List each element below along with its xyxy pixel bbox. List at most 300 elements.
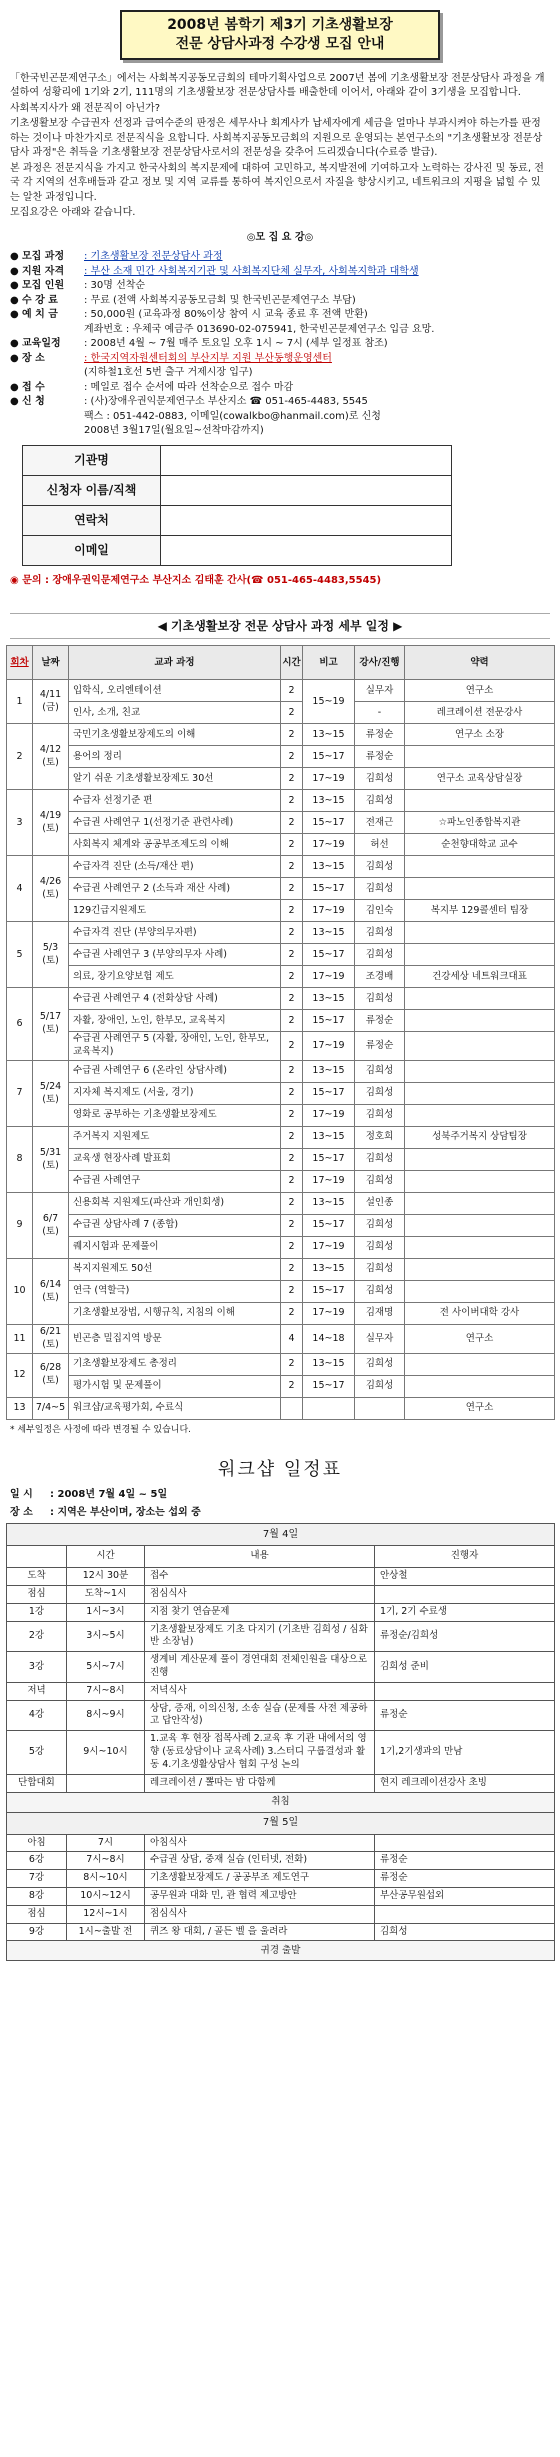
- schedule-body: [7, 680, 555, 1419]
- course-hours: 2: [281, 746, 303, 768]
- course-lecturer: 김희성: [355, 1083, 405, 1105]
- course-title: 수급자 선정기준 편: [69, 790, 281, 812]
- table-row: [7, 1397, 555, 1419]
- table-row: [7, 1353, 555, 1375]
- workshop-time: 7시: [67, 1834, 145, 1852]
- course-lecturer: 김희성: [355, 1375, 405, 1397]
- workshop-time: 1시~3시: [67, 1603, 145, 1621]
- list-item: [7, 1870, 555, 1888]
- bullet-icon: ●: [10, 338, 19, 350]
- course-hours: 2: [281, 1010, 303, 1032]
- session-number: 11: [7, 1325, 33, 1354]
- workshop-label: 도착: [7, 1568, 67, 1586]
- workshop-host: 부산공무원섭외: [375, 1887, 555, 1905]
- form-row: [23, 505, 452, 535]
- session-date: 6/7 (토): [33, 1193, 69, 1259]
- course-time: 17~19: [303, 900, 355, 922]
- course-lecturer: 김희성: [355, 988, 405, 1010]
- col-header-content: 내용: [145, 1546, 375, 1568]
- workshop-time: [67, 1774, 145, 1792]
- table-row: [7, 856, 555, 878]
- table-row: [7, 768, 555, 790]
- col-header-lecturer: 강사/진행: [355, 646, 405, 680]
- workshop-label: 저녁: [7, 1682, 67, 1700]
- course-bio: [405, 790, 555, 812]
- bullet-icon: ●: [10, 280, 19, 292]
- list-item: [7, 1774, 555, 1792]
- bullet-icon: ●: [10, 352, 19, 364]
- workshop-time: 5시~7시: [67, 1652, 145, 1683]
- course-lecturer: 류정순: [355, 1032, 405, 1061]
- recruit-info-list: [6, 250, 554, 439]
- course-lecturer: 김희성: [355, 1105, 405, 1127]
- session-date: 7/4~5: [33, 1397, 69, 1419]
- course-time: 13~15: [303, 1061, 355, 1083]
- course-hours: 2: [281, 768, 303, 790]
- bullet-icon: ●: [10, 251, 19, 263]
- bullet-icon: ●: [10, 396, 19, 408]
- col-header-course: 교과 과정: [69, 646, 281, 680]
- workshop-time: 12시 30분: [67, 1568, 145, 1586]
- course-time: 15~17: [303, 1010, 355, 1032]
- table-row: [7, 900, 555, 922]
- course-hours: 2: [281, 878, 303, 900]
- course-bio: 연구소 소장: [405, 724, 555, 746]
- list-item: [7, 1731, 555, 1774]
- course-title: 입학식, 오리엔테이션: [69, 680, 281, 702]
- form-label-phone: 연락처: [23, 505, 161, 535]
- list-item: [7, 1905, 555, 1923]
- rest-label: 취침: [7, 1792, 555, 1812]
- course-lecturer: -: [355, 702, 405, 724]
- workshop-time: 9시~10시: [67, 1731, 145, 1774]
- workshop-content: 공무원과 대화 민, 관 협력 제고방안: [145, 1887, 375, 1905]
- course-bio: [405, 746, 555, 768]
- course-bio: 전 사이버대학 강사: [405, 1303, 555, 1325]
- course-title: 주거복지 지원제도: [69, 1127, 281, 1149]
- info-row-receipt: ● 접 수 : 메일로 접수 순서에 따라 선착순으로 접수 마감: [10, 381, 550, 396]
- course-hours: 2: [281, 1171, 303, 1193]
- session-date: 5/3 (토): [33, 922, 69, 988]
- course-title: 연극 (역할극): [69, 1281, 281, 1303]
- course-hours: 2: [281, 856, 303, 878]
- course-hours: 2: [281, 1032, 303, 1061]
- table-row: [7, 1010, 555, 1032]
- course-lecturer: 실무자: [355, 680, 405, 702]
- course-title: 교육생 현장사례 발표회: [69, 1149, 281, 1171]
- workshop-host: 현지 레크레이션강사 초빙: [375, 1774, 555, 1792]
- session-number: 1: [7, 680, 33, 724]
- course-time: 13~15: [303, 1353, 355, 1375]
- session-date: 6/14 (토): [33, 1259, 69, 1325]
- list-item: [7, 1682, 555, 1700]
- course-bio: 복지부 129콜센터 팀장: [405, 900, 555, 922]
- course-hours: 2: [281, 1149, 303, 1171]
- course-bio: [405, 1215, 555, 1237]
- info-row-deposit: ● 예 치 금 : 50,000원 (교육과정 80%이상 참여 시 교육 종료 후 전액 반환): [10, 308, 550, 323]
- workshop-time: 7시~8시: [67, 1682, 145, 1700]
- course-title: 수급권 사례연구 4 (전화상담 사례): [69, 988, 281, 1010]
- course-time: 13~15: [303, 790, 355, 812]
- workshop-time: 10시~12시: [67, 1887, 145, 1905]
- table-row: [7, 1325, 555, 1354]
- workshop-content: 퀴즈 왕 대회, / 골든 벨 을 울려라: [145, 1923, 375, 1941]
- course-time: 17~19: [303, 1237, 355, 1259]
- workshop-label: 8강: [7, 1887, 67, 1905]
- col-header-bio: 약력: [405, 646, 555, 680]
- workshop-label: 9강: [7, 1923, 67, 1941]
- list-item: [7, 1585, 555, 1603]
- table-row: [7, 1149, 555, 1171]
- course-title: 수급권 사례연구 2 (소득과 재산 사례): [69, 878, 281, 900]
- table-row: [7, 922, 555, 944]
- workshop-host: [375, 1682, 555, 1700]
- workshop-host: 1기,2기생과의 만남: [375, 1731, 555, 1774]
- course-hours: 2: [281, 1281, 303, 1303]
- form-label-name: 신청자 이름/직책: [23, 475, 161, 505]
- workshop-content: 기초생활보장제도 / 공공부조 제도연구: [145, 1870, 375, 1888]
- session-date: 6/21 (토): [33, 1325, 69, 1354]
- session-date: 4/26 (토): [33, 856, 69, 922]
- list-item: [7, 1852, 555, 1870]
- form-row: [23, 475, 452, 505]
- course-title: 용어의 정리: [69, 746, 281, 768]
- workshop-label: 1강: [7, 1603, 67, 1621]
- workshop-host: 류정순: [375, 1700, 555, 1731]
- col-header-host: 진행자: [375, 1546, 555, 1568]
- course-lecturer: 김희성: [355, 944, 405, 966]
- intro-paragraph: 「한국빈곤문제연구소」에서는 사회복지공동모금회의 테마기획사업으로 2007년 봄에 기초생활보장 전문상담사 과정을 개설하여 성황리에 1기와 2기, 111명의 기초생활보장 전문상담사를 배출한데 이어서, 아래와 같이 3기생을 모집합니다.: [10, 72, 545, 99]
- course-bio: [405, 1061, 555, 1083]
- course-time: 17~19: [303, 1032, 355, 1061]
- place-directions: (지하철1호선 5번 출구 거제시장 입구): [84, 367, 253, 379]
- schedule-table: [6, 645, 555, 1419]
- course-time: 17~19: [303, 768, 355, 790]
- workshop-content: 생계비 계산문제 풀이 경연대회 전체인원을 대상으로 진행: [145, 1652, 375, 1683]
- workshop-time: 12시~1시: [67, 1905, 145, 1923]
- workshop-label: 점심: [7, 1905, 67, 1923]
- table-row: [7, 790, 555, 812]
- session-date: 5/24 (토): [33, 1061, 69, 1127]
- table-row: [7, 1171, 555, 1193]
- info-row-apply: ● 신 청 : (사)장애우권익문제연구소 부산지소 ☎ 051-465-4483, 5545: [10, 395, 550, 410]
- course-bio: [405, 988, 555, 1010]
- list-item: [7, 1923, 555, 1941]
- course-title: 수급권 사례연구 3 (부양의무자 사례): [69, 944, 281, 966]
- course-hours: 2: [281, 1105, 303, 1127]
- col-header-no: 회차: [7, 646, 33, 680]
- table-row: [7, 680, 555, 702]
- list-item: [7, 1621, 555, 1652]
- course-lecturer: 정호희: [355, 1127, 405, 1149]
- info-row-capacity: ● 모집 인원 : 30명 선착순: [10, 279, 550, 294]
- course-lecturer: 김희성: [355, 856, 405, 878]
- table-row: [7, 724, 555, 746]
- course-time: 13~15: [303, 988, 355, 1010]
- apply-period: 2008년 3월17일(월요일~선착마감까지): [84, 425, 264, 437]
- course-hours: 2: [281, 834, 303, 856]
- course-time: 13~15: [303, 922, 355, 944]
- course-title: 사회복지 체계와 공공부조제도의 이해: [69, 834, 281, 856]
- workshop-time: 8시~10시: [67, 1870, 145, 1888]
- workshop-date: 일 시 : 2008년 7월 4일 ~ 5일: [10, 1489, 168, 1501]
- workshop-label: 점심: [7, 1585, 67, 1603]
- course-lecturer: 김희성: [355, 790, 405, 812]
- col-header-blank: [7, 1546, 67, 1568]
- course-hours: [281, 1397, 303, 1419]
- course-title: 국민기초생활보장제도의 이해: [69, 724, 281, 746]
- course-hours: 2: [281, 1353, 303, 1375]
- course-bio: [405, 1237, 555, 1259]
- course-time: 17~19: [303, 1303, 355, 1325]
- course-bio: [405, 1353, 555, 1375]
- workshop-host: [375, 1905, 555, 1923]
- course-bio: 레크레이션 전문강사: [405, 702, 555, 724]
- course-bio: [405, 1149, 555, 1171]
- bullet-icon: ●: [10, 309, 19, 321]
- course-hours: 2: [281, 702, 303, 724]
- course-time: 15~19: [303, 680, 355, 724]
- col-header-time: 시간: [67, 1546, 145, 1568]
- course-time: 15~17: [303, 812, 355, 834]
- course-bio: 연구소: [405, 1397, 555, 1419]
- workshop-host: 류정순: [375, 1852, 555, 1870]
- course-bio: [405, 878, 555, 900]
- deposit-account: 계좌번호 : 우체국 예금주 013690-02-075941, 한국빈곤문제연구소 입금 요망.: [84, 323, 435, 335]
- course-time: 17~19: [303, 1105, 355, 1127]
- course-lecturer: 김희성: [355, 1149, 405, 1171]
- intro-paragraph: 모집요강은 아래와 같습니다.: [10, 207, 136, 219]
- course-title: 수급권 사례연구 5 (자활, 장애인, 노인, 한부모, 교육복지): [69, 1032, 281, 1061]
- course-title: 워크샵/교육평가회, 수료식: [69, 1397, 281, 1419]
- workshop-table: [6, 1523, 555, 1961]
- table-row: [7, 1105, 555, 1127]
- workshop-host: 안상철: [375, 1568, 555, 1586]
- info-row-eligibility: ● 지원 자격 : 부산 소재 민간 사회복지기관 및 사회복지단체 실무자, 사회복지학과 대학생: [10, 265, 550, 280]
- workshop-label: 4강: [7, 1700, 67, 1731]
- form-input-email[interactable]: [161, 535, 452, 565]
- session-date: 5/17 (토): [33, 988, 69, 1061]
- bullet-icon: ●: [10, 294, 19, 306]
- course-hours: 2: [281, 680, 303, 702]
- course-bio: ☆파노인종합복지관: [405, 812, 555, 834]
- workshop-label: 2강: [7, 1621, 67, 1652]
- table-row: [7, 746, 555, 768]
- course-lecturer: [355, 1397, 405, 1419]
- table-row: [7, 812, 555, 834]
- course-hours: 2: [281, 1215, 303, 1237]
- course-lecturer: 류정순: [355, 1010, 405, 1032]
- course-bio: [405, 1010, 555, 1032]
- workshop-time: 8시~9시: [67, 1700, 145, 1731]
- course-title: 수급자격 진단 (부양의무자편): [69, 922, 281, 944]
- session-date: 4/19 (토): [33, 790, 69, 856]
- info-row-fee: ● 수 강 료 : 무료 (전액 사회복지공동모금회 및 한국빈곤문제연구소 부담): [10, 294, 550, 309]
- workshop-host: 김희성: [375, 1923, 555, 1941]
- workshop-label: 7강: [7, 1870, 67, 1888]
- table-row: [7, 1193, 555, 1215]
- course-bio: 건강세상 네트워크대표: [405, 966, 555, 988]
- table-row: [7, 1303, 555, 1325]
- workshop-label: 6강: [7, 1852, 67, 1870]
- session-number: 8: [7, 1127, 33, 1193]
- form-label-email: 이메일: [23, 535, 161, 565]
- application-form: [22, 445, 452, 566]
- course-hours: 2: [281, 1193, 303, 1215]
- workshop-label: 5강: [7, 1731, 67, 1774]
- course-title: 자활, 장애인, 노인, 한부모, 교육복지: [69, 1010, 281, 1032]
- table-row: [7, 834, 555, 856]
- session-date: 4/12 (토): [33, 724, 69, 790]
- course-lecturer: 김희성: [355, 878, 405, 900]
- bullet-icon: ●: [10, 265, 19, 277]
- course-time: 15~17: [303, 1149, 355, 1171]
- course-bio: 연구소: [405, 1325, 555, 1354]
- course-hours: 4: [281, 1325, 303, 1354]
- course-title: 기초생활보장법, 시행규칙, 지침의 이해: [69, 1303, 281, 1325]
- session-number: 12: [7, 1353, 33, 1397]
- bullet-icon: ●: [10, 381, 19, 393]
- list-item: [7, 1652, 555, 1683]
- course-time: 15~17: [303, 1215, 355, 1237]
- course-time: 17~19: [303, 834, 355, 856]
- course-lecturer: 김희성: [355, 922, 405, 944]
- session-date: 5/31 (토): [33, 1127, 69, 1193]
- course-title: 평가시험 및 문제풀이: [69, 1375, 281, 1397]
- workshop-content: 저녁식사: [145, 1682, 375, 1700]
- course-title: 인사, 소개, 친교: [69, 702, 281, 724]
- course-title: 알기 쉬운 기초생활보장제도 30선: [69, 768, 281, 790]
- title-line-1: 2008년 봄학기 제3기 기초생활보장: [167, 17, 393, 33]
- workshop-content: 점심식사: [145, 1905, 375, 1923]
- workshop-content: 점심식사: [145, 1585, 375, 1603]
- table-row: [7, 878, 555, 900]
- course-time: 17~19: [303, 1171, 355, 1193]
- form-row: [23, 535, 452, 565]
- course-title: 신용회복 지원제도(파산과 개인회생): [69, 1193, 281, 1215]
- course-bio: [405, 1171, 555, 1193]
- course-lecturer: 전재근: [355, 812, 405, 834]
- table-row: [7, 1032, 555, 1061]
- workshop-host: 김희성 준비: [375, 1652, 555, 1683]
- table-row: [7, 988, 555, 1010]
- session-number: 9: [7, 1193, 33, 1259]
- course-bio: [405, 922, 555, 944]
- form-input-phone[interactable]: [161, 505, 452, 535]
- course-time: 15~17: [303, 1083, 355, 1105]
- course-hours: 2: [281, 812, 303, 834]
- course-title: 퀘지시험과 문제풀이: [69, 1237, 281, 1259]
- course-lecturer: 설인종: [355, 1193, 405, 1215]
- course-lecturer: 류정순: [355, 724, 405, 746]
- inquiry-line: ◉ 문의 : 장애우권익문제연구소 부산지소 김태훈 간사(☎ 051-465-4483,5545): [10, 574, 382, 586]
- course-title: 기초생활보장제도 총정리: [69, 1353, 281, 1375]
- course-hours: 2: [281, 988, 303, 1010]
- course-lecturer: 김희성: [355, 1281, 405, 1303]
- list-item: [7, 1603, 555, 1621]
- course-lecturer: 조경배: [355, 966, 405, 988]
- col-header-date: 날짜: [33, 646, 69, 680]
- course-lecturer: 김희성: [355, 1259, 405, 1281]
- workshop-time: 3시~5시: [67, 1621, 145, 1652]
- workshop-content: 레크레이션 / 뽈따는 밤 다함께: [145, 1774, 375, 1792]
- course-bio: [405, 1259, 555, 1281]
- course-bio: [405, 1083, 555, 1105]
- course-hours: 2: [281, 1303, 303, 1325]
- course-time: 13~15: [303, 1127, 355, 1149]
- course-hours: 2: [281, 944, 303, 966]
- col-header-time: 비고: [303, 646, 355, 680]
- end-row: [7, 1941, 555, 1961]
- session-number: 2: [7, 724, 33, 790]
- workshop-host: 1기, 2기 수료생: [375, 1603, 555, 1621]
- schedule-header-row: [7, 646, 555, 680]
- session-number: 4: [7, 856, 33, 922]
- course-lecturer: 허선: [355, 834, 405, 856]
- rest-row: [7, 1792, 555, 1812]
- workshop-content: 아침식사: [145, 1834, 375, 1852]
- course-lecturer: 김희성: [355, 1171, 405, 1193]
- workshop-time: 7시~8시: [67, 1852, 145, 1870]
- workshop-host: 류정순: [375, 1870, 555, 1888]
- table-row: [7, 1215, 555, 1237]
- workshop-time: 1시~출발 전: [67, 1923, 145, 1941]
- workshop-host: 류정순/김희성: [375, 1621, 555, 1652]
- course-bio: [405, 944, 555, 966]
- intro-paragraph: 본 과정은 전문지식을 가지고 한국사회의 복지문제에 대하여 고민하고, 복지발전에 기여하고자 노력하는 강사진 및 동료, 전국 각 지역의 선후배들과 같고 정보 및 지역 교류를 통하여 복지인으로서 자질을 향상시키고, 네트워크의 지평을 넓힐 수 있는 알찬 과정입니다.: [10, 162, 544, 203]
- course-lecturer: 김희성: [355, 1353, 405, 1375]
- course-time: 15~17: [303, 944, 355, 966]
- day-2-label: 7월 5일: [7, 1812, 555, 1834]
- schedule-title: ◀ 기초생활보장 전문 상담사 과정 세부 일정 ▶: [10, 613, 550, 639]
- workshop-body: [7, 1524, 555, 1961]
- course-title: 복지지원제도 50선: [69, 1259, 281, 1281]
- session-number: 7: [7, 1061, 33, 1127]
- table-row: [7, 1083, 555, 1105]
- info-row-course: ● 모집 과정 : 기초생활보장 전문상담사 과정: [10, 250, 550, 265]
- table-row: [7, 1061, 555, 1083]
- form-input-org[interactable]: [161, 445, 452, 475]
- form-input-name[interactable]: [161, 475, 452, 505]
- course-title: 의료, 장기요양보험 제도: [69, 966, 281, 988]
- workshop-content: 지점 찾기 연습문제: [145, 1603, 375, 1621]
- workshop-label: 아침: [7, 1834, 67, 1852]
- col-header-hours: 시간: [281, 646, 303, 680]
- intro-paragraph: 기초생활보장 수급권자 선정과 급여수준의 판정은 세무사나 회계사가 납세자에게 세금을 얼마나 부과시켜야 하는가를 판정하는 것이나 마찬가지로 전문직식을 요합니다. 사회복지공동모금회의 지원으로 운영되는 본연구소의 "기초생활보장 전문상담사 과정"은 취득을 기초생활보장 전문상담사로서의 전문성을 갖추어 드리겠습니다(수료증 발급).: [10, 118, 543, 159]
- course-bio: [405, 1375, 555, 1397]
- course-time: 15~17: [303, 746, 355, 768]
- title-banner: [120, 10, 440, 60]
- table-row: [7, 1375, 555, 1397]
- course-time: 13~15: [303, 1193, 355, 1215]
- workshop-content: 1.교육 후 현장 접목사례 2.교육 후 기관 내에서의 영향 (동료상담이나 교육사례) 3.스터디 구룹결성과 활동 4.기초생활상담사 협회 구성 논의: [145, 1731, 375, 1774]
- course-title: 영화로 공부하는 기초생활보장제도: [69, 1105, 281, 1127]
- intro-section: [6, 68, 554, 221]
- workshop-label: 3강: [7, 1652, 67, 1683]
- workshop-content: 기초생활보장제도 기초 다지기 (기초반 김희성 / 심화반 소장님): [145, 1621, 375, 1652]
- workshop-label: 단합대회: [7, 1774, 67, 1792]
- course-hours: 2: [281, 966, 303, 988]
- course-hours: 2: [281, 1127, 303, 1149]
- table-row: [7, 702, 555, 724]
- course-time: 15~17: [303, 878, 355, 900]
- course-time: 13~15: [303, 1259, 355, 1281]
- course-bio: 성북주거복지 상담팀장: [405, 1127, 555, 1149]
- workshop-place: 장 소 : 지역은 부산이며, 장소는 섭외 중: [10, 1506, 201, 1518]
- schedule-footnote: * 세부일정은 사정에 따라 변경될 수 있습니다.: [10, 1424, 192, 1435]
- course-bio: [405, 1281, 555, 1303]
- course-lecturer: 김희성: [355, 1061, 405, 1083]
